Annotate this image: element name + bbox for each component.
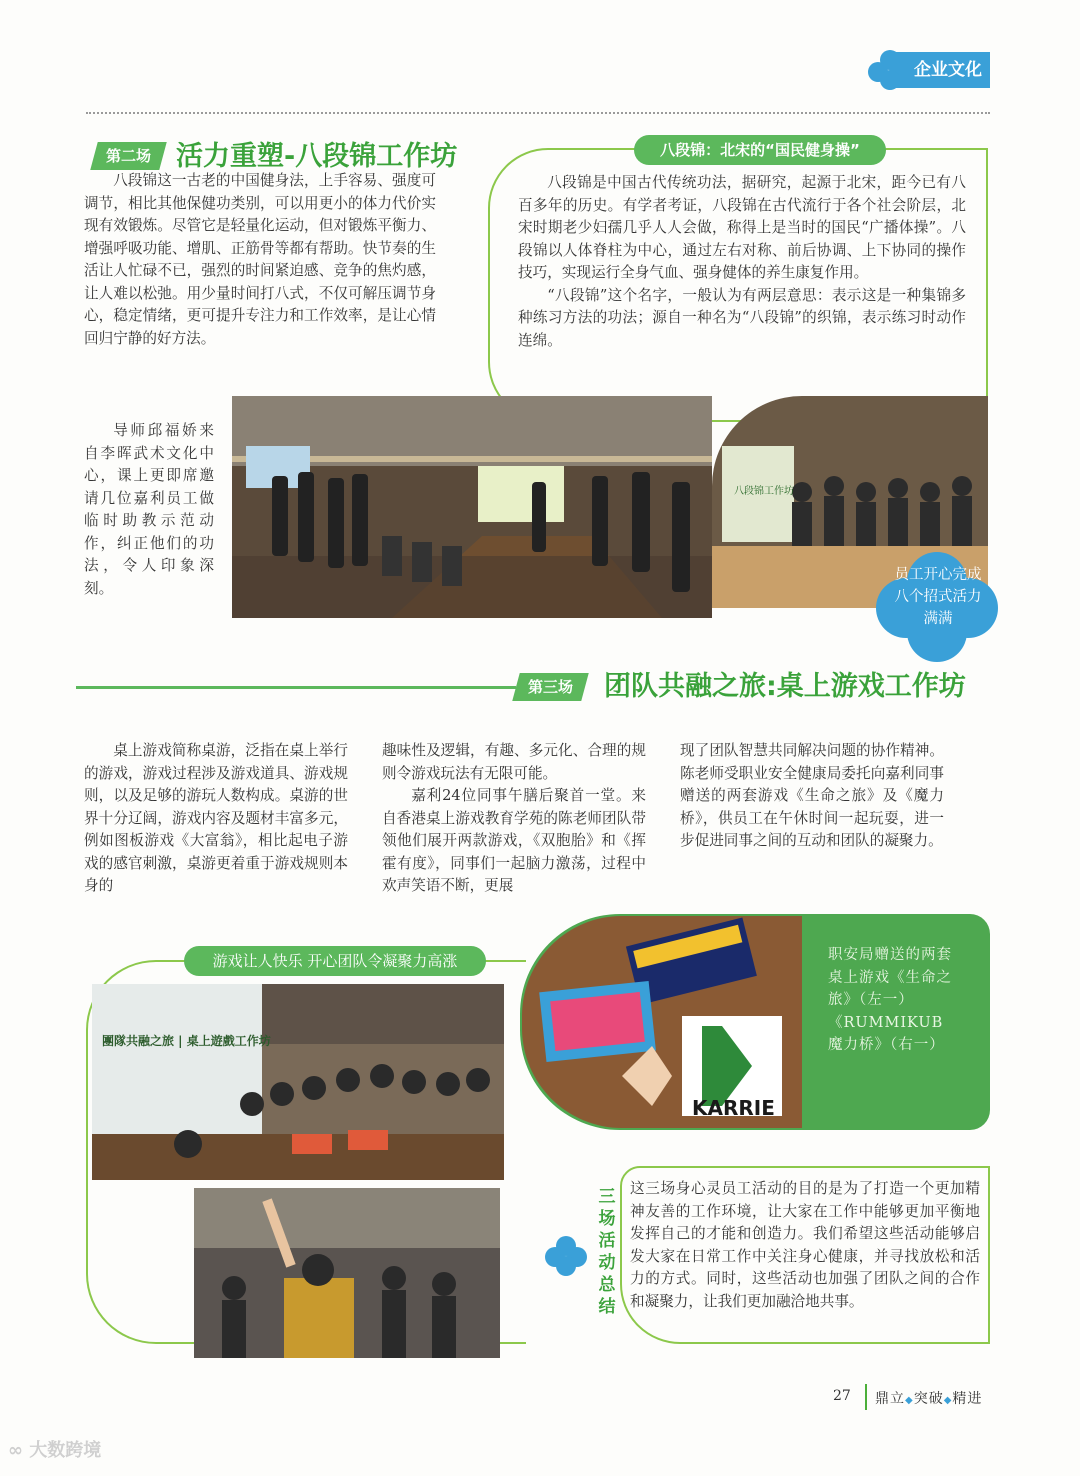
- footer-slogan: [875, 1388, 982, 1408]
- gift-caption: 职安局赠送的两套桌上游戏《生命之旅》（左一）《RUMMIKUB魔力桥》（右一）: [828, 947, 952, 1053]
- watermark-icon: ∞: [8, 1440, 30, 1461]
- section-tag-label: 企业文化: [890, 52, 990, 88]
- baduanjin-caption-text: 员工开心完成八个招式活力满满: [894, 567, 982, 627]
- game-raise-hand-photo: [194, 1188, 500, 1358]
- section3-col3: [680, 740, 944, 853]
- section3-col2: [382, 740, 646, 898]
- section3-divider: [76, 686, 516, 689]
- summary-cloud-icon: [545, 1236, 587, 1276]
- game-group-photo: [92, 984, 504, 1180]
- section3-col3-text: 现了团队智慧共同解决问题的协作精神。陈老师受职业安全健康局委托向嘉利同事赠送的两套游戏《生命之旅》及《魔力桥》，供员工在午休时间一起玩耍，进一步促进同事之间的互动和团队的凝聚力。: [680, 742, 944, 849]
- game-tag: 游戏让人快乐 开心团队令凝聚力高涨: [184, 946, 486, 976]
- baduanjin-room-photo: [232, 396, 712, 618]
- section2-label-box: [94, 142, 163, 170]
- info-box-text: [518, 172, 966, 352]
- section3-col2b-text: 嘉利24位同事午膳后聚首一堂。来自香港桌上游戏教育学苑的陈老师团队带领他们展开两款游戏，《双胞胎》和《挥霍有度》，同事们一起脑力激荡，过程中欢声笑语不断，更展: [382, 787, 646, 894]
- game-photo-slide-text: 團隊共融之旅 | 桌上遊戲工作坊: [102, 1034, 271, 1048]
- section3-col1-text: 桌上游戏简称桌游，泛指在桌上举行的游戏，游戏过程涉及游戏道具、游戏规则，以及足够的游玩人数构成。桌游的世界十分辽阔，游戏内容及题材丰富多元，例如图板游戏《大富翁》，相比起电子游戏的感官刺激，桌游更着重于游戏规则本身的: [84, 742, 348, 894]
- watermark-text: 大数跨境: [29, 1440, 102, 1461]
- info-box-para1: 八段锦是中国古代传统功法，据研究，起源于北宋，距今已有八百多年的历史。有学者考证，八段锦在古代流行于各个社会阶层，北宋时期老少妇孺几乎人人会做，称得上是当时的国民“广播体操”。八段锦以人体脊柱为中心，通过左右对称、前后协调、上下协同的操作技巧，实现运行全身气血、强身健体的养生康复作用。: [518, 174, 966, 281]
- section2-para2: 导师邱福娇来自李晖武术文化中心，课上更即席邀请几位嘉利员工做临时助教示范动作，纠正他们的功法，令人印象深刻。: [84, 422, 214, 597]
- slogan-3: 精进: [952, 1391, 983, 1407]
- slogan-1: 鼎立: [875, 1391, 905, 1407]
- summary-vertical-title: 三场活动总结: [598, 1187, 616, 1317]
- board-games-photo: [522, 916, 802, 1128]
- section3-label: 第三场: [528, 678, 574, 696]
- info-box-para2: “八段锦”这个名字，一般认为有两层意思：表示这是一种集锦多种练习方法的功法；源自一种名为“八段锦”的织锦，表示练习时动作连绵。: [518, 286, 966, 349]
- section2-title: 活力重塑-八段锦工作坊: [176, 141, 458, 172]
- baduanjin-caption: [874, 552, 1000, 662]
- section3-title: 团队共融之旅:桌上游戏工作坊: [604, 671, 966, 702]
- section3-label-box: [516, 673, 585, 701]
- footer-separator: [865, 1384, 867, 1410]
- diamond-icon: ◆: [905, 1395, 914, 1406]
- photo-slide-text: 八段锦工作坊: [734, 486, 794, 497]
- summary-text: 这三场身心灵员工活动的目的是为了打造一个更加精神友善的工作环境，让大家在工作中能够更加平衡地发挥自己的才能和创造力。我们希望这些活动能够启发大家在日常工作中关注身心健康，并寻找放松和活力的方式。同时，这些活动也加强了团队之间的合作和凝聚力，让我们更加融洽地共事。: [630, 1180, 980, 1310]
- section3-col2a-text: 趣味性及逻辑，有趣、多元化、合理的规则令游戏玩法有无限可能。: [382, 742, 646, 782]
- cloud-icon: [868, 50, 912, 90]
- watermark: [8, 1436, 101, 1462]
- page-number: 27: [833, 1388, 851, 1404]
- section2-para1-block: [84, 170, 436, 350]
- diamond-icon: ◆: [943, 1395, 953, 1406]
- summary-text-block: [630, 1178, 980, 1313]
- section3-col1: [84, 740, 348, 898]
- section2-para2-block: [84, 420, 214, 600]
- section-tag: [868, 48, 990, 92]
- section2-para1: 八段锦这一古老的中国健身法，上手容易、强度可调节，相比其他保健功类别，可以用更小的体力代价实现有效锻炼。尽管它是轻量化运动，但对锻炼平衡力、增强呼吸功能、增肌、正筋骨等都有帮助。快节奏的生活让人忙碌不已，强烈的时间紧迫感、竞争的焦灼感，让人难以松弛。用少量时间打八式，不仅可解压调节身心，稳定情绪，更可提升专注力和工作效率，是让心情回归宁静的好方法。: [84, 172, 436, 347]
- karrie-logo: KARRIE: [692, 1096, 775, 1120]
- section2-label: 第二场: [106, 147, 152, 165]
- header-divider: [86, 112, 990, 114]
- info-box-title: 八段锦：北宋的“国民健身操”: [634, 135, 886, 165]
- slogan-2: 突破: [913, 1391, 944, 1407]
